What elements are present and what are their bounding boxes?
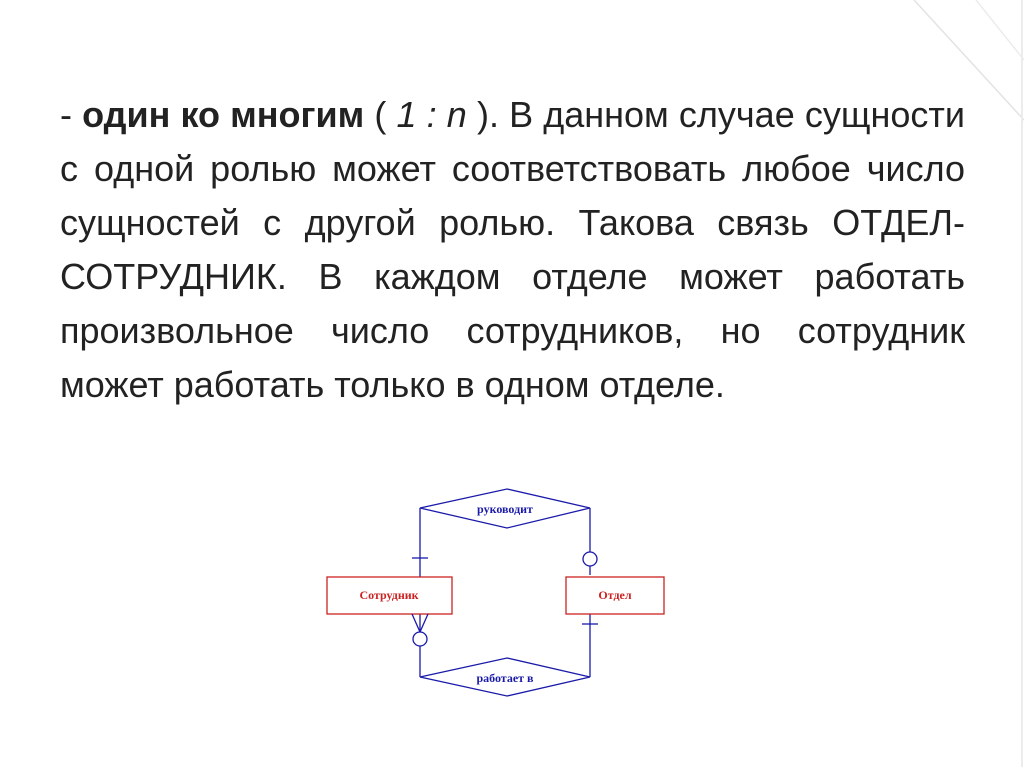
entity-label-left: Сотрудник — [359, 588, 419, 602]
entity-label-right: Отдел — [598, 588, 632, 602]
relationship-label-bottom: работает в — [476, 671, 534, 685]
crowfoot-left-a — [412, 614, 420, 632]
paren-close: ). — [466, 94, 510, 135]
crowfoot-left-b — [420, 614, 428, 632]
dash: - — [60, 94, 83, 135]
term: один ко многим — [82, 94, 365, 135]
paren-open: ( — [364, 94, 397, 135]
slide-body-text — [60, 88, 965, 412]
ratio: 1 : n — [396, 94, 467, 135]
optional-circle-right-top — [583, 552, 597, 566]
body-text: В данном случае сущности с одной ролью может соответствовать любое число сущностей с другой ролью. Такова связь ОТДЕЛ-СОТРУДНИК. В каждом отделе может работать произвольное число сотрудников, но сотрудник может работать только в одном отделе. — [60, 94, 965, 405]
optional-circle-left-bottom — [413, 632, 427, 646]
er-diagram — [320, 485, 680, 705]
relationship-label-top: руководит — [477, 502, 533, 516]
